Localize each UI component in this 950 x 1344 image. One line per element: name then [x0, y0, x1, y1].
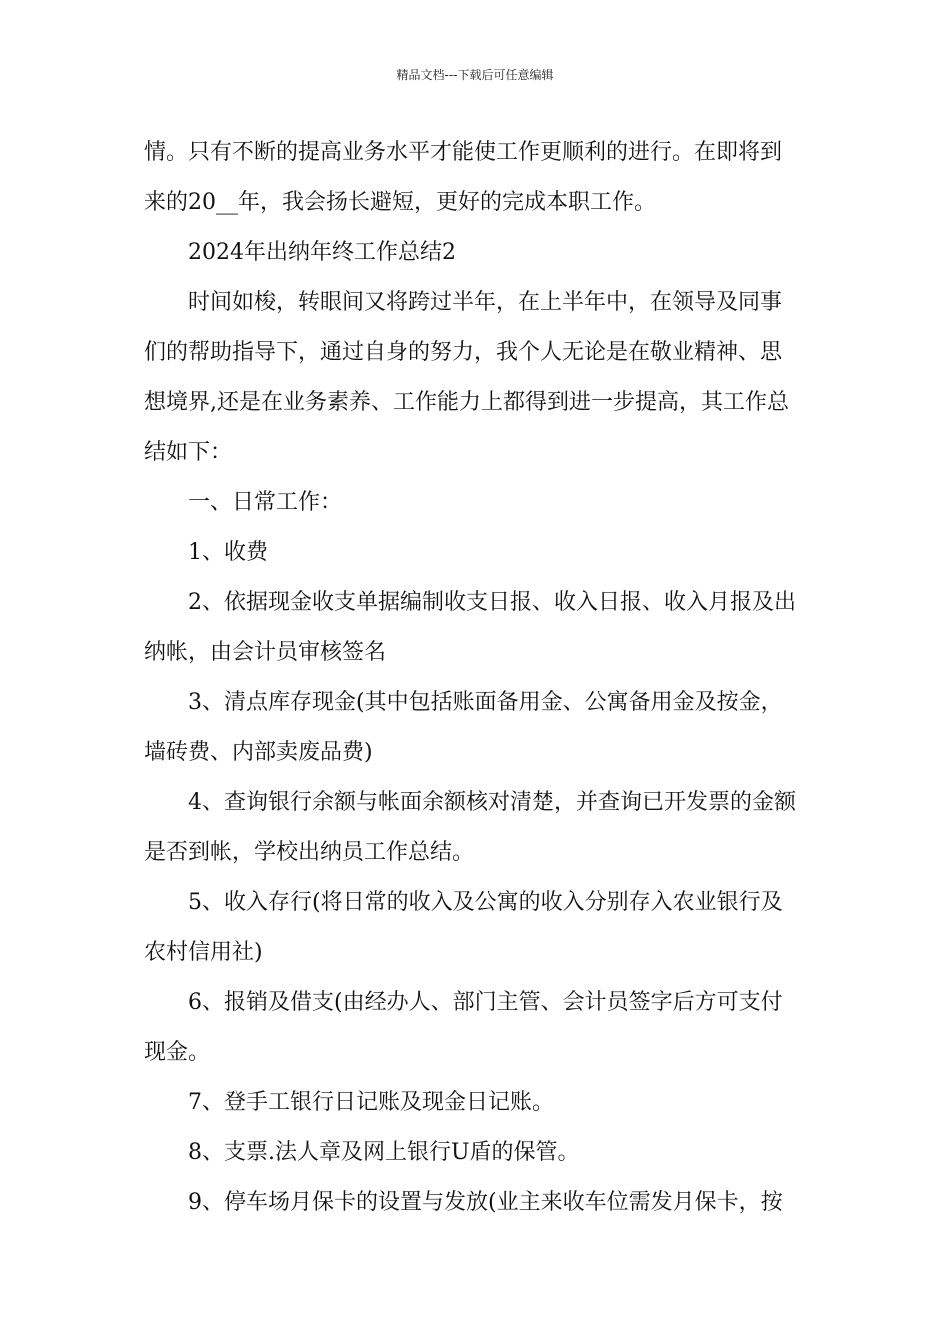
paragraph-line: 时间如梭，转眼间又将跨过半年，在上半年中，在领导及同事	[188, 290, 783, 315]
list-item: 2、依据现金收支单据编制收支日报、收入日报、收入月报及出	[188, 590, 796, 615]
list-item: 8、支票.法人章及网上银行U盾的保管。	[188, 1140, 580, 1165]
paragraph-line: 情。只有不断的提高业务水平才能使工作更顺利的进行。在即将到	[144, 140, 783, 165]
list-item: 3、清点库存现金(其中包括账面备用金、公寓备用金及按金，	[188, 690, 783, 715]
document-body	[144, 128, 814, 1228]
list-item: 6、报销及借支(由经办人、部门主管、会计员签字后方可支付	[188, 990, 783, 1015]
list-item: 1、收费	[188, 540, 268, 565]
list-item: 7、登手工银行日记账及现金日记账。	[188, 1090, 554, 1115]
section-title: 2024年出纳年终工作总结2	[188, 240, 456, 265]
paragraph-line: 们的帮助指导下，通过自身的努力，我个人无论是在敬业精神、思	[144, 340, 783, 365]
list-item-continuation: 纳帐，由会计员审核签名	[144, 640, 387, 665]
paragraph-line: 结如下：	[144, 440, 233, 465]
list-item-continuation: 是否到帐，学校出纳员工作总结。	[144, 840, 475, 865]
list-item: 4、查询银行余额与帐面余额核对清楚，并查询已开发票的金额	[188, 790, 796, 815]
paragraph-line: 想境界,还是在业务素养、工作能力上都得到进一步提高，其工作总	[144, 390, 789, 415]
section-heading: 一、日常工作：	[188, 490, 343, 515]
list-item: 9、停车场月保卡的设置与发放(业主来收车位需发月保卡，按	[188, 1190, 783, 1215]
page-header: 精品文档---下载后可任意编辑	[396, 68, 554, 82]
list-item-continuation: 现金。	[144, 1040, 211, 1065]
list-item: 5、收入存行(将日常的收入及公寓的收入分别存入农业银行及	[188, 890, 783, 915]
list-item-continuation: 墙砖费、内部卖废品费)	[144, 740, 373, 765]
list-item-continuation: 农村信用社)	[144, 940, 263, 965]
paragraph-line: 来的20__年，我会扬长避短，更好的完成本职工作。	[144, 190, 656, 215]
